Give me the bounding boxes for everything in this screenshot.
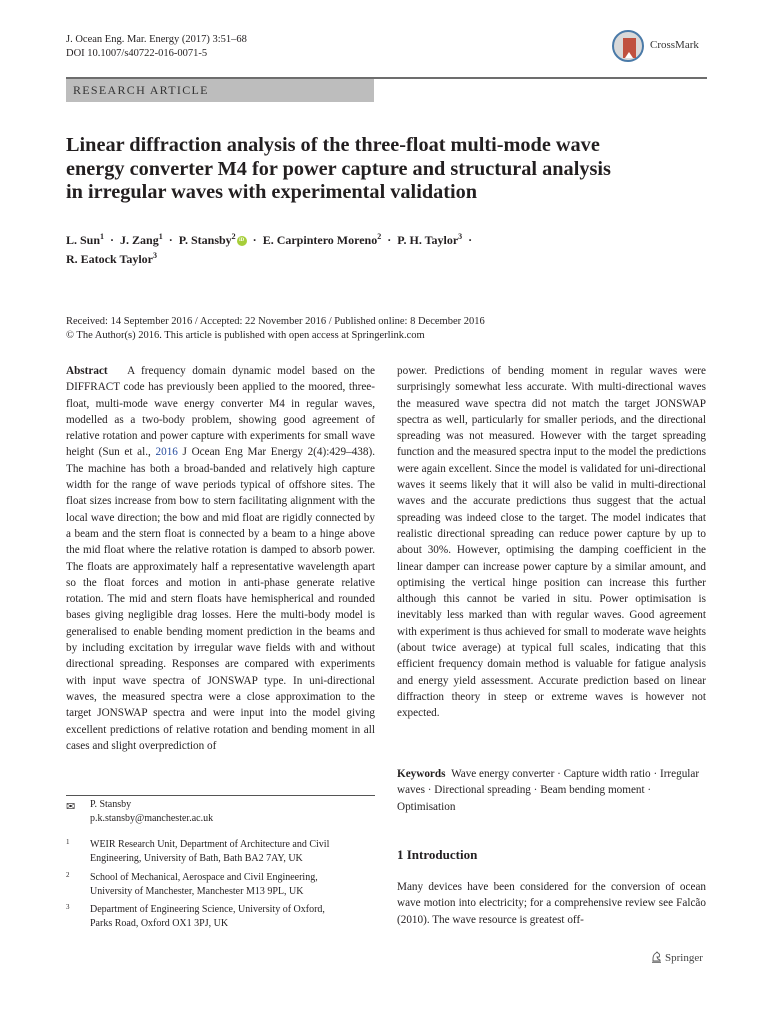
affiliation xyxy=(66,871,376,899)
author-affiliation-mark: 1 xyxy=(100,232,105,241)
crossmark-badge[interactable] xyxy=(612,30,712,66)
copyright-line: © The Author(s) 2016. This article is published with open access at Springerlink.com xyxy=(66,329,425,341)
affiliation-line: Parks Road, Oxford OX1 3PJ, UK xyxy=(90,917,229,929)
article-type: RESEARCH ARTICLE xyxy=(73,83,209,97)
envelope-icon: ✉ xyxy=(66,801,76,813)
section-heading: 1 Introduction xyxy=(397,847,478,862)
correspondence-email[interactable]: p.k.stansby@manchester.ac.uk xyxy=(90,813,214,824)
author-name: P. Stansby xyxy=(178,233,232,247)
author-separator: · xyxy=(110,233,115,247)
author-name: P. H. Taylor xyxy=(397,233,459,247)
affiliation-number: 1 xyxy=(66,838,70,846)
crossmark-icon xyxy=(612,30,644,62)
abstract-text: A frequency domain dynamic model based on the DIFFRACT code has previously been applied to the moored, three-float, multi-mode wave energy converter M4 in regular waves, modelled as a two-body problem, showing good agreement of relative rotation and power capture with experiments for small wave height (Sun et al., xyxy=(66,365,376,459)
abstract-column-right xyxy=(397,363,706,722)
author-affiliation-mark: 3 xyxy=(153,251,158,260)
footnote-rule xyxy=(66,795,375,796)
author-affiliation-mark: 3 xyxy=(458,232,463,241)
abstract-column-left xyxy=(66,363,375,754)
doi[interactable]: DOI 10.1007/s40722-016-0071-5 xyxy=(66,48,208,59)
springer-horse-icon xyxy=(651,951,662,963)
author-name: E. Carpintero Moreno xyxy=(262,233,378,247)
title-line: Linear diffraction analysis of the three-float multi-mode wave xyxy=(66,134,600,156)
journal-citation: J. Ocean Eng. Mar. Energy (2017) 3:51–68 xyxy=(66,34,247,45)
author-separator: · xyxy=(168,233,173,247)
affiliation-number: 2 xyxy=(66,871,70,879)
author-name: L. Sun xyxy=(66,233,101,247)
crossmark-label: CrossMark xyxy=(650,39,699,51)
affiliation xyxy=(66,838,376,866)
citation-link[interactable]: 2016 xyxy=(155,446,178,459)
affiliation-line: University of Manchester, Manchester M13 9PL, UK xyxy=(90,885,304,897)
orcid-icon[interactable]: iD xyxy=(237,236,247,246)
author-affiliation-mark: 2 xyxy=(377,232,382,241)
article-type-banner xyxy=(66,79,374,102)
dates-line: Received: 14 September 2016 / Accepted: 22 November 2016 / Published online: 8 December 2016 xyxy=(66,316,485,327)
affiliation xyxy=(66,903,376,931)
author-list xyxy=(66,229,706,267)
correspondence-name: P. Stansby xyxy=(90,799,132,810)
author-separator: · xyxy=(387,233,392,247)
affiliation-line: Department of Engineering Science, University of Oxford, xyxy=(90,904,325,915)
keywords-label: Keywords xyxy=(397,768,446,780)
affiliation-number: 3 xyxy=(66,903,70,911)
author-affiliation-mark: 2 xyxy=(231,232,236,241)
abstract-label: Abstract xyxy=(66,365,108,377)
correspondence xyxy=(66,798,376,828)
publisher-name: Springer xyxy=(665,952,703,964)
publication-dates xyxy=(66,315,706,342)
title-line: in irregular waves with experimental validation xyxy=(66,181,478,203)
introduction-text: Many devices have been considered for the conversion of ocean wave motion into electricity; for a comprehensive review see Falcão (2010). The wave resource is greatest off- xyxy=(397,881,706,926)
keywords xyxy=(397,766,706,815)
affiliation-line: Engineering, University of Bath, Bath BA2 7AY, UK xyxy=(90,852,303,864)
publisher-logo xyxy=(651,951,703,964)
author-affiliation-mark: 1 xyxy=(158,232,163,241)
keywords-text: Wave energy converter · Capture width ratio · Irregular waves · Directional spreading · Beam bending moment · Optimisation xyxy=(397,768,700,813)
paper-title xyxy=(66,134,666,205)
author-separator: · xyxy=(468,233,473,247)
journal-header xyxy=(66,33,247,61)
author-name: J. Zang xyxy=(120,233,159,247)
author-separator: · xyxy=(252,233,257,247)
author-name: R. Eatock Taylor xyxy=(66,252,154,266)
abstract-text: J Ocean Eng Mar Energy 2(4):429–438). The machine has both a broad-banded and relatively high capture width for the range of wave periods typical of offshore sites. The float sizes increase from bow to stern facilitating alignment with the local wave direction; the bow and mid float are rigidly connected by a beam and the stern float is connected by a beam to a hinge above the mid float where the relative rotation is damped to absorb power. The floats are approximately half a representative wavelength apart so the float forces and motion in anti-phase generate relative rotation. The mid and stern floats have hemispherical and rounded bases giving negligible drag losses. Here the multi-body model is generalised to enable bending moment prediction in the beams and by including excitation by irregular wave fields with and without directional spreading. Responses are compared with experiments with input wave spectra of JONSWAP type. In uni-directional waves, the measured spectra were a close approximation to the target JONSWAP spectra and were input into the model giving excellent predictions of relative rotation and bending moment in all cases and slight overprediction of xyxy=(66,446,375,752)
abstract-text: power. Predictions of bending moment in regular waves were surprisingly somewhat less accurate. With multi-directional waves the measured wave spectra did not match the target JONSWAP spectra as well, particularly for smaller periods, and the directional spreading was not measured. However with the target spreading function and the measured spectra input to the model the predictions were again excellent. Since the model is validated for uni-directional waves it seems likely that it will also be valid in multi-directional waves and the accurate predictions thus suggest that the actual spreading was indeed close to the target. The model indicates that realistic directional spreading can reduce power capture by up to about 30%. However, optimising the damping coefficient in the linear damper can increase power capture by a similar amount, and optimising the vertical hinge position can increase this further although this cannot be varied in situ. Power optimisation is inevitably less marked than with regular waves. Good agreement with experiment is thus achieved for small to moderate wave heights (about twice average) at typical full scales, indicating that this efficient frequency domain method is valuable for fatigue analysis and energy yield assessment. Accurate prediction based on linear diffraction theory in steep or extreme waves is however not expected. xyxy=(397,365,706,720)
title-line: energy converter M4 for power capture and structural analysis xyxy=(66,157,611,180)
affiliation-line: School of Mechanical, Aerospace and Civil Engineering, xyxy=(90,872,318,883)
affiliation-line: WEIR Research Unit, Department of Architecture and Civil xyxy=(90,839,330,850)
